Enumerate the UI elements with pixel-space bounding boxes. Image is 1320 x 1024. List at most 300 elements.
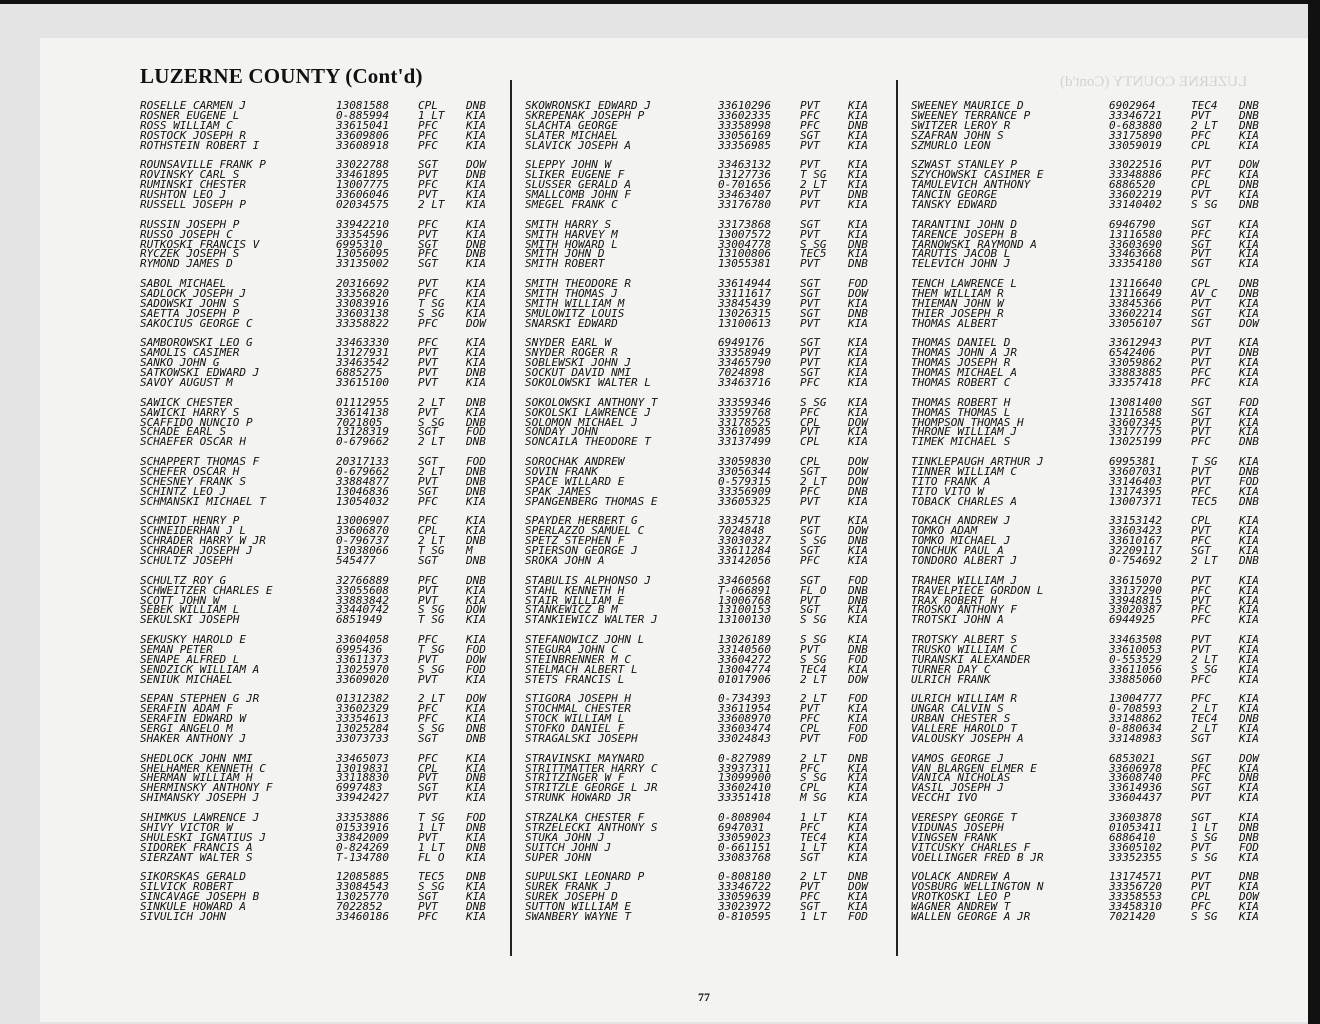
- soldier-name: SEKULSKI JOSEPH: [140, 615, 240, 626]
- serial-number: 7021420: [1109, 912, 1156, 922]
- roster-entry: [525, 882, 888, 892]
- soldier-name: THIER JOSEPH R: [911, 308, 1004, 319]
- serial-number: 13025284: [336, 724, 389, 735]
- roster-block: [525, 398, 888, 448]
- status-code: KIA: [848, 170, 868, 181]
- status-code: KIA: [848, 773, 868, 784]
- roster-entry: [140, 734, 506, 744]
- rank: PVT: [800, 595, 820, 606]
- rank: CPL: [418, 526, 438, 537]
- block-spacer: [911, 388, 1279, 398]
- rank: PVT: [418, 674, 438, 685]
- roster-block: [140, 338, 506, 388]
- serial-number: 33022788: [336, 160, 389, 171]
- status-code: KIA: [1239, 595, 1259, 606]
- soldier-name: SCHRADER JOSEPH J: [140, 546, 253, 557]
- status-code: KIA: [466, 288, 486, 299]
- soldier-name: SCAFFIDO NUNCIO P: [140, 417, 253, 428]
- rank: 1 LT: [800, 812, 827, 823]
- soldier-name: ROSTOCK JOSEPH R: [140, 130, 246, 141]
- soldier-name: SPACE WILLARD E: [525, 476, 625, 487]
- soldier-name: STAIR WILLIAM E: [525, 595, 625, 606]
- roster-entry: [140, 536, 506, 546]
- serial-number: 20317133: [336, 456, 389, 467]
- roster-entry: [911, 576, 1279, 586]
- status-code: KIA: [466, 516, 486, 527]
- roster-block: [525, 576, 888, 626]
- serial-number: 6995310: [336, 239, 383, 250]
- rank: SGT: [1191, 239, 1211, 250]
- roster-entry: [525, 734, 888, 744]
- soldier-name: STETS FRANCIS L: [525, 674, 625, 685]
- serial-number: 6949176: [718, 338, 765, 349]
- soldier-name: SONCAILA THEODORE T: [525, 437, 651, 448]
- rank: PFC: [418, 634, 438, 645]
- serial-number: 12085885: [336, 872, 389, 883]
- serial-number: 33603423: [1109, 526, 1162, 537]
- serial-number: 13099900: [718, 773, 771, 784]
- roster-block: [140, 516, 506, 566]
- block-spacer: [140, 863, 506, 873]
- roster-block: [525, 872, 888, 922]
- serial-number: 33348886: [1109, 170, 1162, 181]
- status-code: KIA: [848, 437, 868, 448]
- serial-number: 33135002: [336, 259, 389, 270]
- status-code: KIA: [1239, 634, 1259, 645]
- roster-entry: [525, 694, 888, 704]
- serial-number: 33606870: [336, 526, 389, 537]
- soldier-name: TRAHER WILLIAM J: [911, 575, 1017, 586]
- roster-entry: [911, 882, 1279, 892]
- rank: PVT: [1191, 526, 1211, 537]
- serial-number: 0-808904: [718, 812, 771, 823]
- roster-entry: [140, 220, 506, 230]
- serial-number: 33603690: [1109, 239, 1162, 250]
- serial-number: 33356985: [718, 140, 771, 151]
- roster-entry: [140, 467, 506, 477]
- rank: SGT: [1191, 407, 1211, 418]
- status-code: KIA: [466, 892, 486, 903]
- status-code: DNB: [466, 842, 486, 853]
- rank: SGT: [1191, 812, 1211, 823]
- status-code: DNB: [1239, 288, 1259, 299]
- status-code: DOW: [1239, 318, 1259, 329]
- roster-entry: [140, 101, 506, 111]
- serial-number: 0-708593: [1109, 704, 1162, 715]
- soldier-name: SERAFIN ADAM F: [140, 704, 233, 715]
- roster-block: [525, 457, 888, 507]
- serial-number: 13004774: [718, 664, 771, 675]
- status-code: DNB: [848, 120, 868, 131]
- soldier-name: SUPULSKI LEONARD P: [525, 872, 645, 883]
- rank: 1 LT: [800, 842, 827, 853]
- serial-number: 33353886: [336, 812, 389, 823]
- rank: 1 LT: [1191, 822, 1218, 833]
- roster-entry: [140, 665, 506, 675]
- soldier-name: SWITZER LEROY R: [911, 120, 1011, 131]
- page-title: LUZERNE COUNTY (Cont'd): [140, 64, 423, 88]
- rank: 2 LT: [418, 694, 445, 705]
- soldier-name: SZYCHOWSKI CASIMER E: [911, 170, 1044, 181]
- scan-border-right: [1308, 0, 1320, 1024]
- block-spacer: [911, 863, 1279, 873]
- roster-entry: [525, 418, 888, 428]
- roster-entry: [911, 131, 1279, 141]
- status-code: KIA: [1239, 704, 1259, 715]
- roster-entry: [911, 704, 1279, 714]
- roster-entry: [911, 457, 1279, 467]
- serial-number: 33602410: [718, 783, 771, 794]
- status-code: KIA: [848, 852, 868, 863]
- status-code: KIA: [1239, 724, 1259, 735]
- status-code: KIA: [848, 298, 868, 309]
- serial-number: 33463542: [336, 358, 389, 369]
- soldier-name: SENDZICK WILLIAM A: [140, 664, 260, 675]
- status-code: KIA: [466, 912, 486, 922]
- block-spacer: [911, 566, 1279, 576]
- serial-number: 0-701656: [718, 180, 771, 191]
- status-code: KIA: [1239, 456, 1259, 467]
- rank: 1 LT: [418, 842, 445, 853]
- soldier-name: SHIVY VICTOR W: [140, 822, 233, 833]
- rank: TEC5: [418, 872, 445, 883]
- roster-entry: [140, 833, 506, 843]
- serial-number: 13006907: [336, 516, 389, 527]
- rank: CPL: [800, 437, 820, 448]
- roster-entry: [911, 398, 1279, 408]
- rank: 2 LT: [800, 872, 827, 883]
- soldier-name: SLAVICK JOSEPH A: [525, 140, 631, 151]
- roster-entry: [140, 497, 506, 507]
- roster-entry: [911, 546, 1279, 556]
- status-code: KIA: [848, 714, 868, 725]
- status-code: KIA: [848, 793, 868, 804]
- serial-number: 0-880634: [1109, 724, 1162, 735]
- rank: PVT: [1191, 110, 1211, 121]
- block-spacer: [525, 151, 888, 161]
- roster-entry: [140, 596, 506, 606]
- block-spacer: [525, 863, 888, 873]
- serial-number: 33175890: [1109, 130, 1162, 141]
- serial-number: 6886410: [1109, 832, 1156, 843]
- soldier-name: ROTHSTEIN ROBERT I: [140, 140, 260, 151]
- roster-block: [911, 576, 1279, 626]
- block-spacer: [525, 507, 888, 517]
- serial-number: 33059639: [718, 892, 771, 903]
- status-code: DNB: [1239, 101, 1259, 111]
- status-code: DNB: [848, 536, 868, 547]
- rank: S SG: [800, 397, 827, 408]
- serial-number: 33030327: [718, 536, 771, 547]
- status-code: FOD: [848, 575, 868, 586]
- serial-number: 7024848: [718, 526, 765, 537]
- soldier-name: SERAFIN EDWARD W: [140, 714, 246, 725]
- rank: PVT: [1191, 634, 1211, 645]
- roster-entry: [911, 764, 1279, 774]
- rank: SGT: [800, 278, 820, 289]
- soldier-name: TARUTIS JACOB L: [911, 249, 1011, 260]
- soldier-name: TANCIN GEORGE: [911, 190, 998, 201]
- status-code: KIA: [848, 516, 868, 527]
- roster-block: [140, 160, 506, 210]
- roster-entry: [911, 536, 1279, 546]
- serial-number: 13026189: [718, 634, 771, 645]
- roster-entry: [525, 783, 888, 793]
- status-code: KIA: [1239, 664, 1259, 675]
- soldier-name: ROUNSAVILLE FRANK P: [140, 160, 266, 171]
- serial-number: 33615100: [336, 378, 389, 388]
- rank: CPL: [1191, 516, 1211, 527]
- soldier-name: TANSKY EDWARD: [911, 200, 998, 211]
- serial-number: 33111617: [718, 288, 771, 299]
- serial-number: 33609806: [336, 130, 389, 141]
- status-code: DNB: [848, 308, 868, 319]
- serial-number: 0-683880: [1109, 120, 1162, 131]
- status-code: KIA: [1239, 140, 1259, 151]
- serial-number: 13116649: [1109, 288, 1162, 299]
- soldier-name: SMULOWITZ LOUIS: [525, 308, 625, 319]
- roster-entry: [525, 249, 888, 259]
- serial-number: 33137499: [718, 437, 771, 448]
- roster-entry: [525, 892, 888, 902]
- status-code: FOD: [466, 427, 486, 438]
- serial-number: 13100613: [718, 318, 771, 329]
- status-code: KIA: [466, 298, 486, 309]
- roster-entry: [525, 457, 888, 467]
- status-code: DOW: [848, 882, 868, 893]
- rank: PFC: [1191, 763, 1211, 774]
- serial-number: 33611284: [718, 546, 771, 557]
- rank: SGT: [800, 219, 820, 230]
- rank: PVT: [1191, 882, 1211, 893]
- status-code: KIA: [466, 704, 486, 715]
- roster-entry: [140, 289, 506, 299]
- serial-number: 33004778: [718, 239, 771, 250]
- serial-number: 13128319: [336, 427, 389, 438]
- rank: TEC4: [800, 832, 827, 843]
- rank: S SG: [418, 724, 445, 735]
- soldier-name: TROSKO ANTHONY F: [911, 605, 1017, 616]
- rank: PVT: [418, 278, 438, 289]
- serial-number: 33611056: [1109, 664, 1162, 675]
- roster-block: [911, 279, 1279, 329]
- roster-entry: [911, 596, 1279, 606]
- rank: SGT: [800, 288, 820, 299]
- serial-number: 33148862: [1109, 714, 1162, 725]
- rank: PFC: [418, 130, 438, 141]
- rank: T SG: [418, 615, 445, 626]
- rank: PFC: [418, 753, 438, 764]
- soldier-name: THIEMAN JOHN W: [911, 298, 1004, 309]
- roster-entry: [140, 793, 506, 803]
- roster-entry: [525, 160, 888, 170]
- roster-entry: [911, 754, 1279, 764]
- status-code: DNB: [466, 239, 486, 250]
- rank: CPL: [1191, 278, 1211, 289]
- roster-entry: [911, 220, 1279, 230]
- status-code: KIA: [848, 219, 868, 230]
- soldier-name: VASIL JOSEPH J: [911, 783, 1004, 794]
- soldier-name: SOROCHAK ANDREW: [525, 456, 625, 467]
- status-code: KIA: [848, 822, 868, 833]
- roster-entry: [525, 605, 888, 615]
- soldier-name: SIDOREK FRANCIS A: [140, 842, 253, 853]
- soldier-name: SHERMINSKY ANTHONY F: [140, 783, 273, 794]
- soldier-name: SIKORSKAS GERALD: [140, 872, 246, 883]
- serial-number: 0-796737: [336, 536, 389, 547]
- status-code: KIA: [848, 407, 868, 418]
- status-code: KIA: [466, 180, 486, 191]
- rank: PVT: [1191, 358, 1211, 369]
- soldier-name: STRITZLE GEORGE L JR: [525, 783, 658, 794]
- status-code: KIA: [848, 427, 868, 438]
- roster-entry: [911, 823, 1279, 833]
- serial-number: 13100130: [718, 615, 771, 626]
- status-code: KIA: [1239, 793, 1259, 804]
- serial-number: 13100153: [718, 605, 771, 616]
- roster-entry: [911, 467, 1279, 477]
- soldier-name: VOSBURG WELLINGTON N: [911, 882, 1044, 893]
- soldier-name: VINGSEN FRANK: [911, 832, 998, 843]
- scan-border-top: [0, 0, 1320, 4]
- rank: SGT: [418, 239, 438, 250]
- rank: PVT: [418, 229, 438, 240]
- serial-number: 33463132: [718, 160, 771, 171]
- rank: SGT: [418, 892, 438, 903]
- rank: PFC: [1191, 536, 1211, 547]
- rank: PFC: [1191, 585, 1211, 596]
- serial-number: 33358949: [718, 348, 771, 359]
- rank: PVT: [800, 348, 820, 359]
- soldier-name: ROSELLE CARMEN J: [140, 101, 246, 111]
- roster-entry: [911, 160, 1279, 170]
- soldier-name: SOKOLOWSKI WALTER L: [525, 378, 651, 388]
- rank: PVT: [800, 496, 820, 507]
- block-spacer: [525, 329, 888, 339]
- soldier-name: SPIERSON GEORGE J: [525, 546, 638, 557]
- status-code: M: [466, 546, 473, 557]
- rank: SGT: [1191, 734, 1211, 744]
- roster-block: [140, 635, 506, 685]
- serial-number: 33146403: [1109, 476, 1162, 487]
- soldier-name: SHULESKI IGNATIUS J: [140, 832, 266, 843]
- serial-number: 33611373: [336, 654, 389, 665]
- status-code: DNB: [848, 595, 868, 606]
- status-code: KIA: [1239, 852, 1259, 863]
- soldier-name: SEBEK WILLIAM L: [140, 605, 240, 616]
- soldier-name: VALLERE HAROLD T: [911, 724, 1017, 735]
- roster-entry: [911, 912, 1279, 922]
- rank: PFC: [418, 575, 438, 586]
- roster-entry: [911, 813, 1279, 823]
- status-code: KIA: [848, 180, 868, 191]
- roster-entry: [140, 160, 506, 170]
- rank: T SG: [1191, 456, 1218, 467]
- roster-entry: [140, 872, 506, 882]
- status-code: DOW: [466, 605, 486, 616]
- status-code: DOW: [466, 694, 486, 705]
- status-code: KIA: [1239, 615, 1259, 626]
- column-divider: [896, 80, 898, 956]
- soldier-name: STRZALKA CHESTER F: [525, 812, 645, 823]
- status-code: KIA: [466, 358, 486, 369]
- roster-entry: [911, 368, 1279, 378]
- serial-number: 33356909: [718, 486, 771, 497]
- roster-entry: [525, 220, 888, 230]
- soldier-name: SNYDER ROGER R: [525, 348, 618, 359]
- rank: PFC: [800, 120, 820, 131]
- rank: SGT: [800, 546, 820, 557]
- soldier-name: TRUSKO WILLIAM C: [911, 644, 1017, 655]
- roster-entry: [140, 487, 506, 497]
- soldier-name: THOMAS ALBERT: [911, 318, 998, 329]
- status-code: DNB: [1239, 496, 1259, 507]
- serial-number: 01053411: [1109, 822, 1162, 833]
- status-code: KIA: [466, 407, 486, 418]
- status-code: KIA: [1239, 308, 1259, 319]
- soldier-name: STOCK WILLIAM L: [525, 714, 625, 725]
- roster-entry: [525, 754, 888, 764]
- serial-number: 33948815: [1109, 595, 1162, 606]
- status-code: KIA: [848, 842, 868, 853]
- roster-entry: [140, 853, 506, 863]
- rank: 1 LT: [418, 822, 445, 833]
- rank: T SG: [418, 298, 445, 309]
- roster-entry: [911, 299, 1279, 309]
- serial-number: 33603138: [336, 308, 389, 319]
- serial-number: 33346721: [1109, 110, 1162, 121]
- block-spacer: [911, 210, 1279, 220]
- soldier-name: SIVULICH JOHN: [140, 912, 227, 922]
- serial-number: 0-824269: [336, 842, 389, 853]
- roster-entry: [525, 240, 888, 250]
- block-spacer: [911, 507, 1279, 517]
- soldier-name: VAN BLARGEN ELMER E: [911, 763, 1037, 774]
- serial-number: 33020387: [1109, 605, 1162, 616]
- serial-number: 01112955: [336, 397, 389, 408]
- soldier-name: SMITH HARVEY M: [525, 229, 618, 240]
- rank: PVT: [418, 368, 438, 379]
- soldier-name: TELEVICH JOHN J: [911, 259, 1011, 270]
- status-code: DNB: [1239, 822, 1259, 833]
- rank: SGT: [1191, 308, 1211, 319]
- block-spacer: [911, 625, 1279, 635]
- rank: PVT: [800, 644, 820, 655]
- status-code: DNB: [1239, 556, 1259, 566]
- serial-number: 33609020: [336, 674, 389, 685]
- rank: CPL: [418, 763, 438, 774]
- rank: PFC: [1191, 229, 1211, 240]
- rank: S SG: [418, 417, 445, 428]
- status-code: KIA: [848, 338, 868, 349]
- rank: CPL: [800, 417, 820, 428]
- status-code: KIA: [848, 615, 868, 626]
- soldier-name: SCHMANSKI MICHAEL T: [140, 496, 266, 507]
- serial-number: 33140560: [718, 644, 771, 655]
- serial-number: 13127736: [718, 170, 771, 181]
- status-code: KIA: [466, 259, 486, 270]
- roster-entry: [525, 912, 888, 922]
- status-code: KIA: [1239, 546, 1259, 557]
- roster-entry: [525, 724, 888, 734]
- status-code: DOW: [848, 417, 868, 428]
- status-code: FOD: [466, 812, 486, 823]
- block-spacer: [911, 269, 1279, 279]
- serial-number: 6995381: [1109, 456, 1156, 467]
- roster-entry: [140, 556, 506, 566]
- rank: PVT: [418, 378, 438, 388]
- status-code: DNB: [466, 397, 486, 408]
